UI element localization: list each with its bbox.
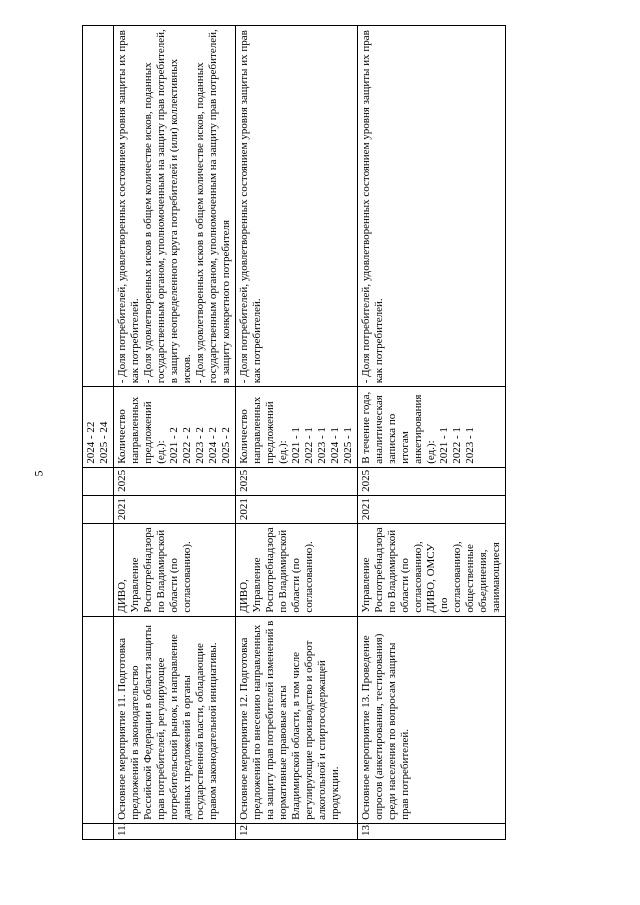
indicator-line: 2025 - 2: [220, 427, 232, 464]
table-row: [358, 26, 506, 840]
indicator-line: В течение года, аналитическая записка по итогам анкетирования (ед.):: [360, 391, 437, 464]
cell-result: [114, 26, 236, 387]
cell-result: [236, 26, 358, 387]
result-line: - Доля удовлетворенных исков в общем количестве исков, поданных государственным органом, уполномоченным на защиту прав потребителей, в защиту неопределенного круга потребителей и (или) коллективных исков.: [142, 29, 193, 384]
indicator-line: Количество направленных предложений (ед.):: [238, 396, 289, 464]
indicator-line: 2023 - 1: [316, 427, 328, 464]
cell-num: 12.: [236, 823, 358, 839]
cell-start: 2021: [358, 495, 506, 523]
cell-indicator: [358, 387, 506, 467]
cell-indicator: [114, 387, 236, 467]
cell-end: 2025: [236, 467, 358, 495]
result-line: - Доля потребителей, удовлетворенных состоянием уровня защиты их прав как потребителей.: [360, 30, 385, 384]
cell-start: 2021: [114, 495, 236, 523]
cell-executor: ДИВО, Управление Роспотребнадзора по Владимирской области (по согласованию).: [114, 524, 236, 617]
cell-name: Основное мероприятие 13. Проведение опросов (анкетирования, тестирования) среди населения по вопросам защиты прав потребителей.: [358, 616, 506, 823]
result-line: - Доля потребителей, удовлетворенных состоянием уровня защиты их прав как потребителей.: [116, 30, 141, 384]
indicator-line: 2022 - 2: [181, 427, 193, 464]
indicator-line: 2025 - 24: [98, 421, 110, 464]
indicator-line: 2021 - 2: [168, 427, 180, 464]
indicator-line: 2022 - 1: [303, 427, 315, 464]
cell-end: [83, 467, 114, 495]
indicator-line: 2024 - 1: [329, 427, 341, 464]
indicator-line: 2021 - 1: [438, 427, 450, 464]
indicator-line: 2024 - 22: [85, 421, 97, 464]
result-line: - Доля потребителей, удовлетворенных состоянием уровня защиты их прав как потребителей.: [238, 30, 263, 384]
cell-result: [358, 26, 506, 387]
indicator-line: 2022 - 1: [451, 427, 463, 464]
cell-num: 13.: [358, 823, 506, 839]
result-line: - Доля удовлетворенных исков в общем количестве исков, поданных государственным органом, уполномоченным на защиту прав потребителей, в защиту конкретного потребителя: [194, 29, 232, 384]
cell-num: [83, 823, 114, 839]
cell-end: 2025: [358, 467, 506, 495]
cell-end: 2025: [114, 467, 236, 495]
cell-result: [83, 26, 114, 387]
cell-indicator: [236, 387, 358, 467]
indicator-line: 2023 - 2: [194, 427, 206, 464]
indicator-line: Количество направленных предложений (ед.):: [116, 396, 167, 464]
indicator-line: 2021 - 1: [290, 427, 302, 464]
cell-executor: Управление Роспотребнадзора по Владимирской области (по согласованию), ДИВО, ОМСУ (по согласованию), общественные объединения, занимающиеся: [358, 524, 506, 617]
cell-name: Основное мероприятие 11. Подготовка предложений в законодательство Российской Федерации в области защиты прав потребителей, регулирующее потребительский рынок, и направление данных предложений в органы государственной власти, обладающие правом законодательной инициативы.: [114, 616, 236, 823]
cell-name: [83, 616, 114, 823]
cell-start: 2021: [236, 495, 358, 523]
continuation-row: [83, 26, 114, 840]
cell-start: [83, 495, 114, 523]
cell-num: 11.: [114, 823, 236, 839]
indicator-line: 2023 - 1: [464, 427, 476, 464]
cell-executor: ДИВО, Управление Роспотребнадзора по Владимирской области (по согласованию).: [236, 524, 358, 617]
indicator-line: 2025 - 1: [342, 427, 354, 464]
table-row: [236, 26, 358, 840]
table-row: [114, 26, 236, 840]
page-number: 5: [31, 470, 46, 477]
indicator-line: 2024 - 2: [207, 427, 219, 464]
measures-table: [82, 25, 506, 840]
cell-indicator: [83, 387, 114, 467]
cell-name: Основное мероприятие 12. Подготовка предложений по внесению направленных на защиту прав потребителей изменений в нормативные правовые акты Владимирской области, в том числе регулирующие производство и оборот алкогольной и спиртосодержащей продукции.: [236, 616, 358, 823]
cell-executor: [83, 524, 114, 617]
